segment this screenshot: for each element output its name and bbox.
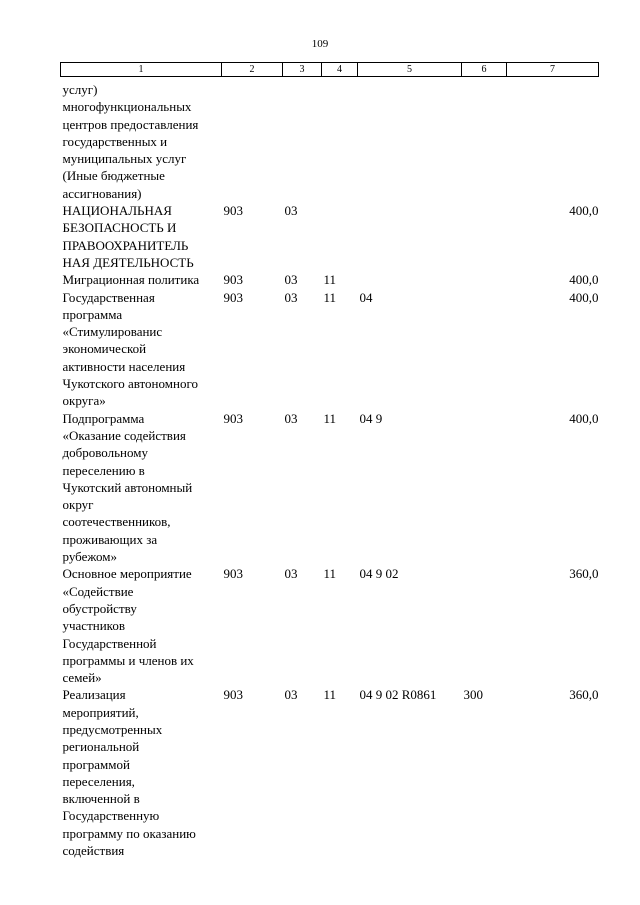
row-chapter-code-cell (283, 77, 322, 203)
row-name-line: услуг) (62, 82, 98, 97)
row-name-line: обустройству (62, 600, 137, 616)
row-section-code-cell (222, 77, 283, 203)
row-name-line: мероприятий, (62, 704, 139, 720)
row-section-code-cell: 903 (223, 272, 243, 288)
row-target-article-cell: 04 9 (359, 410, 383, 426)
row-name-line: Государственной (62, 635, 157, 651)
row-name-cell (61, 271, 222, 288)
row-name-line: НАЯ ДЕЯТЕЛЬНОСТЬ (62, 254, 194, 270)
row-subsection-code-cell: 11 (323, 687, 337, 703)
row-name-line: Основное мероприятие (62, 566, 192, 582)
row-target-article-cell: 04 9 02 R0861 (359, 687, 437, 703)
row-chapter-code-cell: 03 (284, 289, 298, 305)
row-name-line: программой (62, 756, 130, 772)
row-expense-type-cell (462, 77, 507, 203)
row-name-line: «Стимулированис (62, 324, 163, 340)
row-name-line: программу по оказанию (62, 825, 196, 841)
row-amount-cell: 360,0 (569, 566, 599, 582)
row-name-cell (61, 202, 222, 271)
table-row (61, 77, 599, 203)
row-subsection-code-cell (322, 202, 358, 271)
row-chapter-code-cell: 03 (284, 272, 298, 288)
row-subsection-code-cell: 11 (323, 410, 337, 426)
row-name-cell (61, 410, 222, 566)
row-section-code-cell: 903 (223, 687, 243, 703)
header-col-5: 5 (358, 63, 462, 77)
row-target-article-cell: 04 (359, 289, 373, 305)
row-chapter-code-cell: 03 (284, 410, 298, 426)
header-col-4: 4 (322, 63, 358, 77)
row-name-cell (61, 565, 222, 686)
budget-table (60, 62, 599, 859)
header-col-1: 1 (61, 63, 222, 77)
table-row (61, 410, 599, 566)
table-row (61, 686, 599, 859)
row-name-line: региональной (62, 739, 140, 755)
row-name-line: соотечественников, (62, 514, 171, 530)
table-row (61, 565, 599, 686)
table-header (61, 63, 599, 77)
row-chapter-code-cell: 03 (284, 566, 298, 582)
row-name-line: Миграционная политика (62, 272, 200, 288)
row-target-article-cell (358, 77, 462, 203)
row-subsection-code-cell: 11 (323, 289, 337, 305)
row-name-line: НАЦИОНАЛЬНАЯ (62, 203, 172, 219)
row-subsection-code-cell: 11 (323, 272, 337, 288)
row-expense-type-cell (462, 202, 507, 271)
row-expense-type-cell (462, 271, 507, 288)
row-amount-cell (507, 77, 599, 203)
row-amount-cell: 400,0 (569, 410, 599, 426)
row-name-cell (61, 289, 222, 410)
row-name-line: переселению в (62, 462, 145, 478)
row-name-line: переселения, (62, 773, 135, 789)
row-target-article-cell (358, 271, 462, 288)
row-name-line: многофункциональных (62, 99, 192, 115)
row-name-line: активности населения (62, 358, 186, 374)
row-name-line: программы и членов их (62, 652, 194, 668)
header-col-6: 6 (462, 63, 507, 77)
row-name-line: округ (62, 497, 94, 513)
page-number: 109 (311, 38, 329, 50)
row-chapter-code-cell: 03 (284, 687, 298, 703)
header-col-7: 7 (507, 63, 599, 77)
row-amount-cell: 400,0 (569, 289, 599, 305)
row-amount-cell: 400,0 (569, 203, 599, 219)
row-name-line: Государственная (62, 289, 155, 305)
row-section-code-cell: 903 (223, 566, 243, 582)
row-name-line: рубежом» (62, 549, 118, 565)
row-name-line: экономической (62, 341, 147, 357)
row-name-line: Реализация (62, 687, 126, 703)
row-name-cell (61, 686, 222, 859)
row-expense-type-cell: 300 (463, 687, 483, 703)
row-name-cell (61, 77, 222, 203)
table-row (61, 289, 599, 410)
row-name-line: программа (62, 306, 123, 322)
row-amount-cell: 400,0 (569, 272, 599, 288)
row-expense-type-cell (462, 565, 507, 686)
header-col-3: 3 (283, 63, 322, 77)
header-col-2: 2 (222, 63, 283, 77)
row-expense-type-cell (462, 289, 507, 410)
row-amount-cell: 360,0 (569, 687, 599, 703)
table-body (61, 77, 599, 860)
row-name-line: содействия (62, 843, 125, 859)
row-name-line: ассигнования) (62, 185, 142, 201)
row-name-line: участников (62, 618, 125, 634)
row-name-line: государственных и (62, 133, 168, 149)
header-row (61, 63, 599, 77)
row-name-line: проживающих за (62, 531, 158, 547)
row-name-line: центров предоставления (62, 116, 199, 132)
row-subsection-code-cell: 11 (323, 566, 337, 582)
table-row (61, 202, 599, 271)
row-target-article-cell: 04 9 02 (359, 566, 399, 582)
row-name-line: предусмотренных (62, 721, 163, 737)
row-section-code-cell: 903 (223, 410, 243, 426)
row-name-line: включенной в (62, 791, 140, 807)
row-name-line: «Содействие (62, 583, 134, 599)
table-row (61, 271, 599, 288)
row-name-line: «Оказание содействия (62, 427, 186, 443)
row-expense-type-cell (462, 410, 507, 566)
row-name-line: Государственную (62, 808, 160, 824)
row-section-code-cell: 903 (223, 203, 243, 219)
row-name-line: Чукотского автономного (62, 376, 198, 392)
row-chapter-code-cell: 03 (284, 203, 298, 219)
row-name-line: ПРАВООХРАНИТЕЛЬ (62, 237, 189, 253)
row-target-article-cell (358, 202, 462, 271)
row-name-line: Подпрограмма (62, 410, 145, 426)
row-name-line: округа» (62, 393, 106, 409)
row-name-line: Чукотский автономный (62, 479, 193, 495)
row-name-line: муниципальных услуг (62, 151, 187, 167)
row-section-code-cell: 903 (223, 289, 243, 305)
row-name-line: семей» (62, 670, 102, 686)
row-subsection-code-cell (322, 77, 358, 203)
row-name-line: БЕЗОПАСНОСТЬ И (62, 220, 177, 236)
row-name-line: (Иные бюджетные (62, 168, 165, 184)
row-name-line: добровольному (62, 445, 148, 461)
